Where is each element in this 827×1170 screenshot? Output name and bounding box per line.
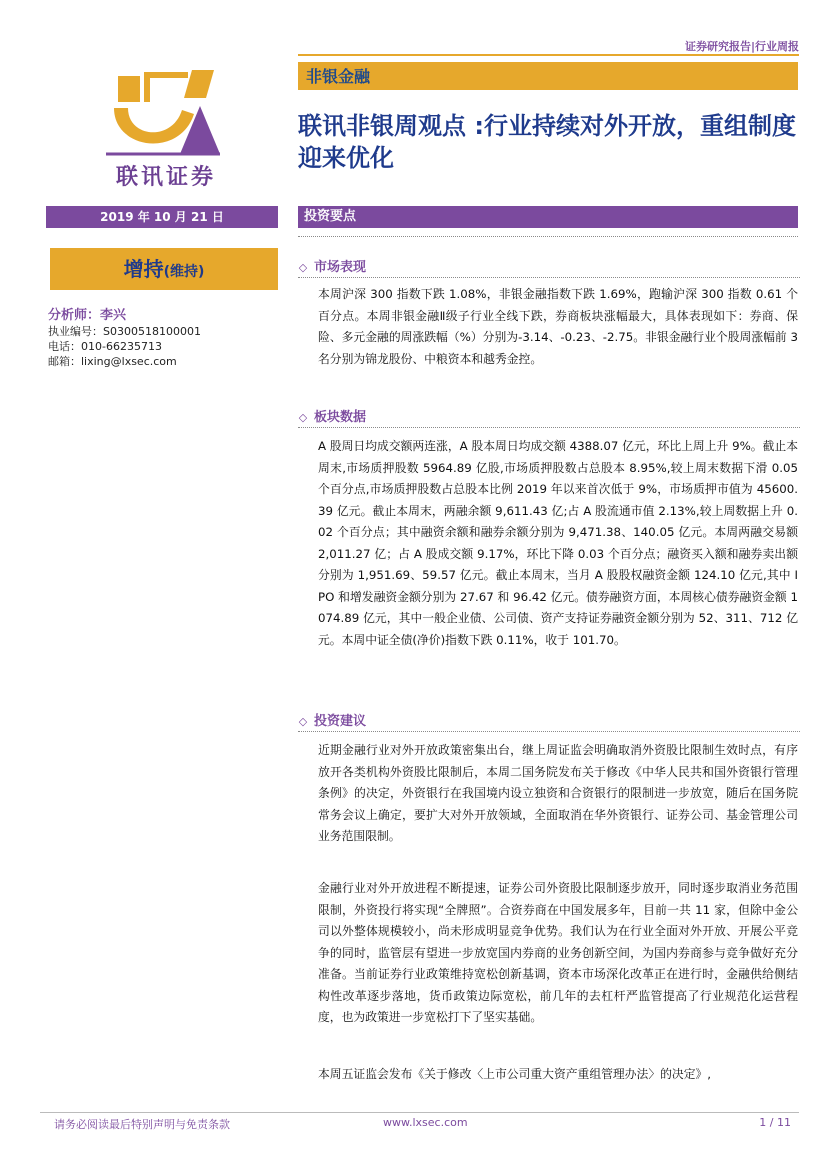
section-banner bbox=[298, 206, 798, 228]
analyst-cert: 执业编号：S0300518100001 bbox=[48, 325, 201, 338]
report-type-label: 证券研究报告|行业周报 bbox=[684, 40, 799, 53]
footer-disclaimer: 请务必阅读最后特别声明与免责条款 bbox=[54, 1118, 230, 1131]
divider bbox=[298, 277, 800, 278]
rating-sub: (维持) bbox=[163, 264, 205, 280]
paragraph: 金融行业对外开放进程不断提速，证券公司外资股比限制逐步放开，同时逐步取消业务范围限制，外资投行将实现“全牌照”。合资券商在中国发展多年，目前一共 11 家，但除中金公司以外整体规模较小，尚未形成明显竞争优势。我们认为在行业全面对外开放、开展公平竞争的同时，监管层有望进一步放宽国内券商的业务创新空间，为国内券商参与竞争做好充分准备。当前证券行业政策维持宽松创新基调，资本市场深化改革正在进行时，金融供给侧结构性改革逐步落地，货币政策边际宽松，前几年的去杠杆严监管提高了行业规范化运营程度，也为政策进一步宽松打下了坚实基础。 bbox=[318, 881, 798, 1024]
diamond-bullet-icon: ◇ bbox=[298, 715, 308, 728]
header-rule bbox=[298, 54, 799, 56]
analyst-email: 邮箱：lixing@lxsec.com bbox=[48, 355, 177, 368]
analyst-phone: 电话：010-66235713 bbox=[48, 340, 162, 353]
paragraph: 近期金融行业对外开放政策密集出台，继上周证监会明确取消外资股比限制生效时点，有序放开各类机构外资股比限制后，本周二国务院发布关于修改《中华人民共和国外资银行管理条例》的决定，外资银行在我国境内设立独资和合资银行的限制进一步放宽，随后在国务院常务会议上确定，要扩大对外开放领域，全面取消在华外资银行、证券公司、基金管理公司业务范围限制。 bbox=[318, 743, 798, 843]
report-title: 联讯非银周观点 :行业持续对外开放，重组制度迎来优化 bbox=[298, 112, 796, 172]
paragraph: 本周五证监会发布《关于修改〈上市公司重大资产重组管理办法〉的决定》, bbox=[318, 1067, 712, 1081]
diamond-bullet-icon: ◇ bbox=[298, 411, 308, 424]
subsection-heading: ◇ 投资建议 bbox=[298, 710, 800, 730]
divider bbox=[298, 731, 800, 732]
subsection-heading: ◇ 市场表现 bbox=[298, 256, 800, 276]
section-title: 投资要点 bbox=[304, 209, 357, 224]
paragraph: 本周沪深 300 指数下跌 1.08%，非银金融指数下跌 1.69%，跑输沪深 300 指数 0.61 个百分点。本周非银金融Ⅱ级子行业全线下跌，券商板块涨幅最大，具体表现如下：券商、保险、多元金融的周涨跌幅（%）分别为-3.14、-0.23、-2.75。非银金融行业个股周涨幅前 3 名分别为锦龙股份、中粮资本和越秀金控。 bbox=[318, 287, 798, 366]
diamond-bullet-icon: ◇ bbox=[298, 261, 308, 274]
sector-label: 非银金融 bbox=[306, 67, 371, 86]
divider bbox=[298, 427, 800, 428]
subsection-heading: ◇ 板块数据 bbox=[298, 406, 800, 426]
footer-website-link[interactable]: www.lxsec.com bbox=[383, 1116, 468, 1129]
paragraph: A 股周日均成交额两连涨，A 股本周日均成交额 4388.07 亿元，环比上周上升 9%。截止本周末,市场质押股数 5964.89 亿股,市场质押股数占总股本 8.95%,较上周末数据下滑 0.05 个百分点,市场质押股数占总股本比例 2019 年以来首次低于 9%，市场质押市值为 45600.39 亿元。截止本周末，两融余额 9,611.43 亿;占 A 股流通市值 2.13%,较上周数据上升 0.02 个百分点；其中融资余额和融券余额分别为 9,471.38、140.05 亿元。本周两融交易额 2,011.27 亿；占 A 股成交额 9.17%，环比下降 0.03 个百分点；融资买入额和融券卖出额分别为 1,951.69、59.57 亿元。截止本周末，当月 A 股股权融资金额 124.10 亿元,其中 IPO 和增发融资金额分别为 27.67 和 96.42 亿元。债券融资方面，本周核心债券融资金额 1074.89 亿元，其中一般企业债、公司债、资产支持证券融资金额分别为 52、311、712 亿元。本周中证全债(净价)指数下跌 0.11%，收于 101.70。 bbox=[318, 439, 798, 647]
divider bbox=[298, 236, 798, 237]
rating-main: 增持 bbox=[123, 257, 164, 281]
report-date: 2019 年 10 月 21 日 bbox=[46, 206, 278, 228]
rating-box bbox=[50, 248, 278, 290]
footer-rule bbox=[40, 1112, 799, 1113]
sector-banner bbox=[298, 62, 798, 90]
page-number: 1 / 11 bbox=[759, 1116, 791, 1129]
analyst-name: 分析师：李兴 bbox=[48, 308, 127, 323]
company-logo-text: 联讯证券 bbox=[115, 165, 216, 190]
